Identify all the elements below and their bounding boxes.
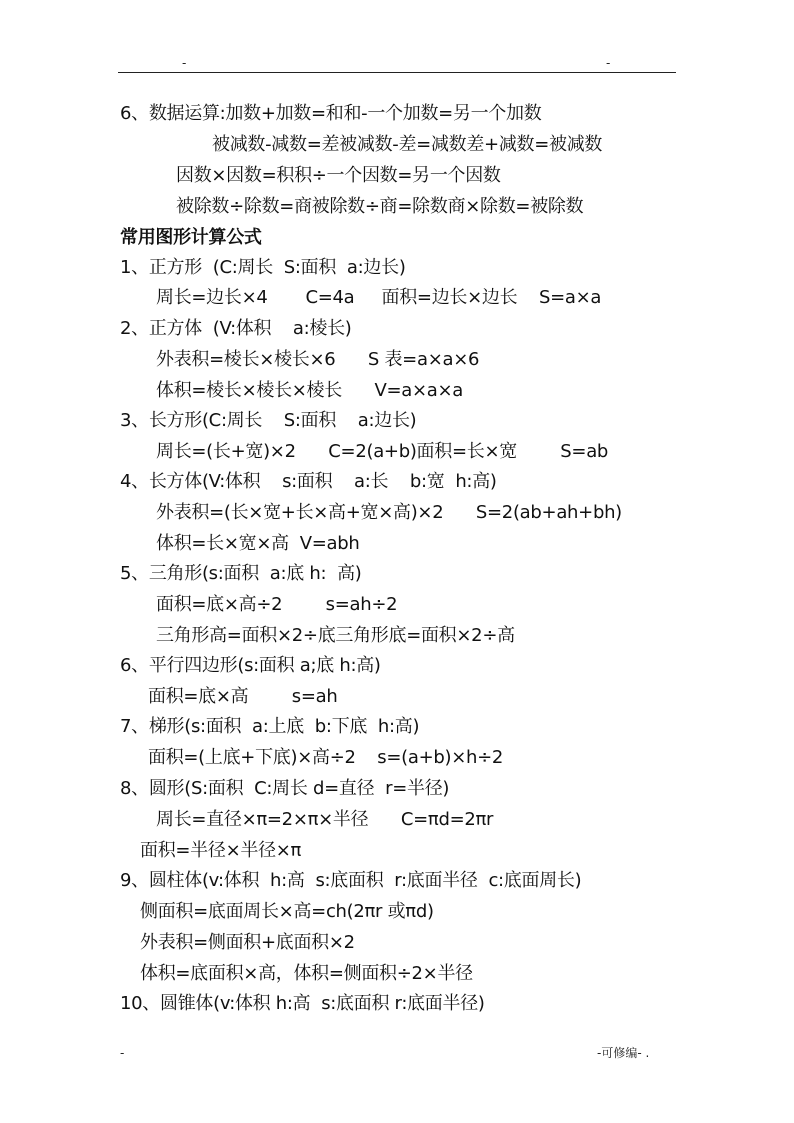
cone-title: 10、圆锥体(v:体积 h:高 s:底面积 r:底面半径) xyxy=(120,993,485,1014)
cylinder-volume-formula: 体积=底面积×高，体积=侧面积÷2×半径 xyxy=(140,963,473,984)
cuboid-volume-formula: 体积=长×宽×高 V=abh xyxy=(156,533,360,554)
rectangle-formula: 周长=(长+宽)×2 C=2(a+b)面积=长×宽 S=ab xyxy=(156,441,609,462)
cube-volume-formula: 体积=棱长×棱长×棱长 V=a×a×a xyxy=(156,380,464,401)
square-title: 1、正方形 (C:周长 S:面积 a:边长) xyxy=(120,257,406,278)
circle-area-formula: 面积=半径×半径×π xyxy=(140,840,302,861)
footer-left-mark: - xyxy=(120,1046,125,1060)
triangle-area-formula: 面积=底×高÷2 s=ah÷2 xyxy=(156,594,398,615)
cylinder-lateral-formula: 侧面积=底面周长×高=ch(2πr 或πd) xyxy=(140,901,434,922)
trapezoid-formula: 面积=(上底+下底)×高÷2 s=(a+b)×h÷2 xyxy=(148,747,504,768)
parallelogram-formula: 面积=底×高 s=ah xyxy=(148,686,338,707)
header-rule xyxy=(118,72,676,73)
rectangle-title: 3、长方形(C:周长 S:面积 a:边长) xyxy=(120,410,417,431)
data-operations-title: 6、数据运算:加数+加数=和和-一个加数=另一个加数 xyxy=(120,103,542,124)
trapezoid-title: 7、梯形(s:面积 a:上底 b:下底 h:高) xyxy=(120,716,420,737)
cuboid-surface-formula: 外表积=(长×宽+长×高+宽×高)×2 S=2(ab+ah+bh) xyxy=(156,502,622,523)
circle-circumference-formula: 周长=直径×π=2×π×半径 C=πd=2πr xyxy=(156,809,494,830)
triangle-height-formula: 三角形高=面积×2÷底三角形底=面积×2÷高 xyxy=(156,625,515,646)
cylinder-surface-formula: 外表积=侧面积+底面积×2 xyxy=(140,932,355,953)
header-left-mark: - xyxy=(182,56,187,70)
cube-surface-formula: 外表积=棱长×棱长×6 S 表=a×a×6 xyxy=(156,349,480,370)
circle-title: 8、圆形(S:面积 C:周长 d=直径 r=半径) xyxy=(120,778,450,799)
footer-right-text: -可修编- . xyxy=(597,1046,650,1060)
cuboid-title: 4、长方体(V:体积 s:面积 a:长 b:宽 h:高) xyxy=(120,471,497,492)
parallelogram-title: 6、平行四边形(s:面积 a;底 h:高) xyxy=(120,655,381,676)
cylinder-title: 9、圆柱体(v:体积 h:高 s:底面积 r:底面半径 c:底面周长) xyxy=(120,870,582,891)
subtraction-rule: 被减数-减数=差被减数-差=减数差+减数=被减数 xyxy=(212,134,603,155)
triangle-title: 5、三角形(s:面积 a:底 h: 高) xyxy=(120,563,362,584)
square-formula: 周长=边长×4 C=4a 面积=边长×边长 S=a×a xyxy=(156,287,602,308)
multiplication-rule: 因数×因数=积积÷一个因数=另一个因数 xyxy=(176,165,501,186)
header-right-mark: - xyxy=(606,56,611,70)
cube-title: 2、正方体 (V:体积 a:棱长) xyxy=(120,318,352,339)
division-rule: 被除数÷除数=商被除数÷商=除数商×除数=被除数 xyxy=(176,196,584,217)
section-heading: 常用图形计算公式 xyxy=(120,227,262,248)
